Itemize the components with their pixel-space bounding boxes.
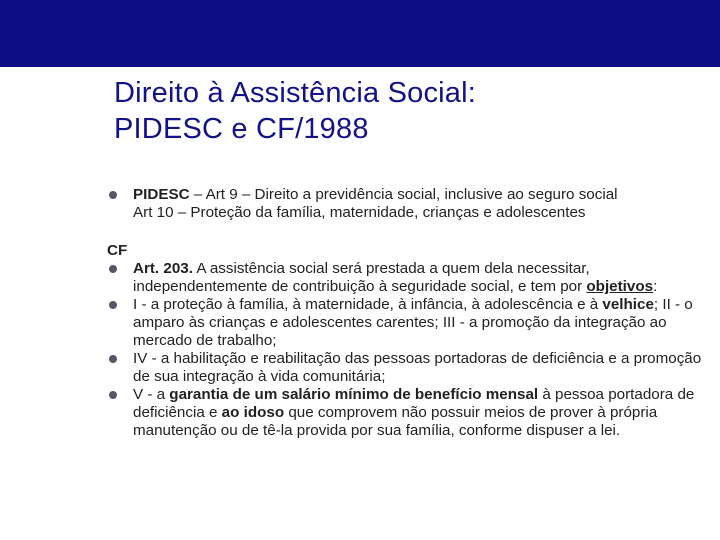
slide-title bbox=[114, 75, 694, 147]
header-bar bbox=[0, 0, 720, 67]
pidesc-line-2: Art 10 – Proteção da família, maternidade, crianças e adolescentes bbox=[133, 204, 586, 221]
objetivos-text: objetivos bbox=[586, 278, 654, 295]
bullet-icon bbox=[109, 301, 117, 309]
bullet-icon bbox=[109, 265, 117, 273]
inciso-5-text-b: à pessoa portadora de deficiência e bbox=[133, 386, 695, 421]
bullet-item-pidesc bbox=[107, 186, 712, 222]
bullet-item-inciso-5 bbox=[107, 386, 712, 440]
pidesc-label: PIDESC bbox=[133, 186, 190, 203]
slide-body bbox=[107, 186, 712, 440]
velhice-text: velhice bbox=[602, 296, 654, 313]
art203-label: Art. 203. bbox=[133, 260, 193, 277]
section-label-cf: CF bbox=[107, 242, 128, 259]
inciso-5-text-c: que comprovem não possuir meios de prover à própria manutenção ou de tê-la provida por sua família, conforme dispuser a lei. bbox=[133, 404, 658, 439]
bullet-item-inciso-1 bbox=[107, 296, 712, 350]
idoso-text: ao idoso bbox=[221, 404, 285, 421]
inciso-4-text: IV - a habilitação e reabilitação das pessoas portadoras de deficiência e a promoção de sua integração à vida comunitária; bbox=[133, 350, 702, 385]
art203-colon: : bbox=[653, 278, 658, 295]
bullet-icon bbox=[109, 191, 117, 199]
title-line-2: PIDESC e CF/1988 bbox=[114, 113, 369, 145]
bullet-icon bbox=[109, 355, 117, 363]
inciso-1-text-a: I - a proteção à família, à maternidade, à infância, à adolescência e à bbox=[133, 296, 603, 313]
title-line-1: Direito à Assistência Social: bbox=[114, 77, 477, 109]
pidesc-line-1: – Art 9 – Direito a previdência social, inclusive ao seguro social bbox=[189, 186, 618, 203]
inciso-5-text-a: V - a bbox=[133, 386, 170, 403]
inciso-1-text-b: ; II - o amparo às crianças e adolescentes carentes; III - a promoção da integração ao mercado de trabalho; bbox=[133, 296, 693, 349]
bullet-item-art203 bbox=[107, 260, 712, 296]
bullet-item-inciso-4 bbox=[107, 350, 712, 386]
art203-text: A assistência social será prestada a quem dela necessitar, independentemente de contribuição à seguridade social, e tem por bbox=[133, 260, 590, 295]
bullet-icon bbox=[109, 391, 117, 399]
garantia-text: garantia de um salário mínimo de benefício mensal bbox=[169, 386, 539, 403]
